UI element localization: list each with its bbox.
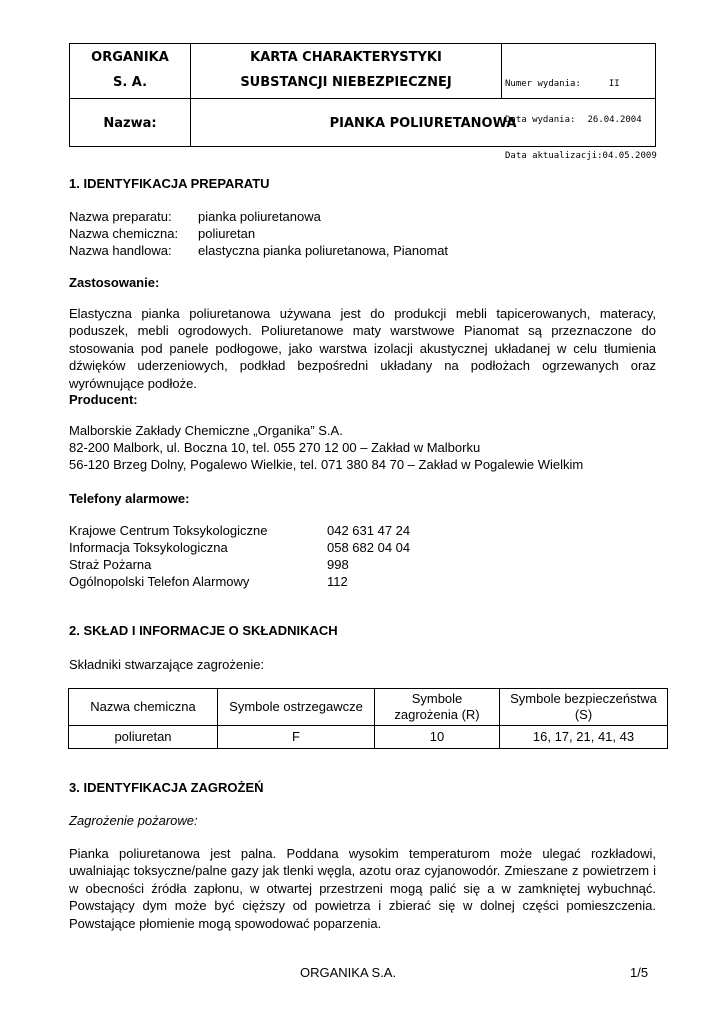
- column-header: Symbole ostrzegawcze: [218, 689, 375, 726]
- table-cell: poliuretan: [69, 726, 218, 749]
- update-date: Data aktualizacji:04.05.2009: [505, 151, 657, 161]
- document-title-line1: KARTA CHARAKTERYSTYKI: [250, 50, 442, 65]
- product-name: PIANKA POLIURETANOWA: [329, 116, 517, 131]
- fire-hazard-text: Pianka poliuretanowa jest palna. Poddana wysokim temperaturom może ulegać rozkładowi, uwalniając toksyczne/palne gazy jak tlenki węgla, azotu oraz cyjanowodór. Zmieszane z powietrzem i w obecności źródła zapłonu, w otwartej przestrzeni mogą palić się a w zamkniętej wybuchnąć. Powstający dym może być cięższy od powietrza i zbierać się w dolnej części pomieszczenia. Powstające płomienie mogą spowodować poparzenia.: [69, 846, 656, 931]
- phone-number: 112: [327, 574, 348, 589]
- table-row: [69, 726, 668, 749]
- ident-value: elastyczna pianka poliuretanowa, Pianomat: [198, 243, 449, 258]
- footer-company: ORGANIKA S.A.: [300, 965, 397, 980]
- phone-name: Straż Pożarna: [69, 557, 152, 572]
- usage-text: Elastyczna pianka poliuretanowa używana jest do produkcji mebli tapicerowanych, materacy, poduszek, mebli ogrodowych. Poliuretanowe maty warstwowe Pianomat są przeznaczone do stosowania pod panele podłogowe, jako warstwa izolacji akustycznej układanej w celu tłumienia dźwięków uderzeniowych, podkład bezpośredni układany na podłożach ogrzewanych oraz wyrównujące podłoże.: [69, 306, 656, 391]
- phone-number: 058 682 04 04: [327, 540, 411, 555]
- ident-label: Nazwa chemiczna:: [69, 226, 179, 241]
- phones-heading: Telefony alarmowe:: [69, 491, 190, 506]
- phone-name: Informacja Toksykologiczna: [69, 540, 228, 555]
- phone-name: Krajowe Centrum Toksykologiczne: [69, 523, 268, 538]
- edition-date: Data wydania: 26.04.2004: [505, 115, 642, 125]
- producer-line: Malborskie Zakłady Chemiczne „Organika” S.A.: [69, 423, 343, 438]
- components-table: [68, 688, 668, 749]
- document-title-line2: SUBSTANCJI NIEBEZPIECZNEJ: [240, 75, 452, 90]
- edition-number: Numer wydania: II: [505, 79, 620, 89]
- ident-value: poliuretan: [198, 226, 256, 241]
- ident-label: Nazwa handlowa:: [69, 243, 172, 258]
- column-header: Nazwa chemiczna: [69, 689, 218, 726]
- producer-line: 56-120 Brzeg Dolny, Pogalewo Wielkie, tel. 071 380 84 70 – Zakład w Pogalewie Wielkim: [69, 457, 584, 472]
- name-label: Nazwa:: [103, 116, 157, 131]
- company-name: ORGANIKA: [91, 50, 169, 65]
- table-cell: F: [218, 726, 375, 749]
- table-header-row: [69, 689, 668, 726]
- producer-line: 82-200 Malbork, ul. Boczna 10, tel. 055 270 12 00 – Zakład w Malborku: [69, 440, 481, 455]
- section1-heading: 1. IDENTYFIKACJA PREPARATU: [69, 176, 270, 191]
- section2-heading: 2. SKŁAD I INFORMACJE O SKŁADNIKACH: [69, 623, 338, 638]
- table-cell: 16, 17, 21, 41, 43: [500, 726, 668, 749]
- column-header: Symbole zagrożenia (R): [375, 689, 500, 726]
- ident-label: Nazwa preparatu:: [69, 209, 172, 224]
- phone-name: Ogólnopolski Telefon Alarmowy: [69, 574, 250, 589]
- company-suffix: S. A.: [112, 75, 148, 90]
- document-header: [69, 43, 657, 161]
- column-header: Symbole bezpieczeństwa (S): [500, 689, 668, 726]
- producer-address: [69, 422, 669, 473]
- table-cell: 10: [375, 726, 500, 749]
- fire-hazard-subheading: Zagrożenie pożarowe:: [69, 813, 198, 828]
- page-number: 1/5: [630, 965, 649, 980]
- ident-value: pianka poliuretanowa: [198, 209, 321, 224]
- header-divider: [501, 44, 502, 98]
- section3-heading: 3. IDENTYFIKACJA ZAGROŻEŃ: [69, 780, 264, 795]
- phone-number: 042 631 47 24: [327, 523, 411, 538]
- phone-number: 998: [327, 557, 349, 572]
- usage-heading: Zastosowanie:: [69, 275, 160, 290]
- producer-heading: Producent:: [69, 392, 138, 407]
- components-intro: Składniki stwarzające zagrożenie:: [69, 657, 265, 672]
